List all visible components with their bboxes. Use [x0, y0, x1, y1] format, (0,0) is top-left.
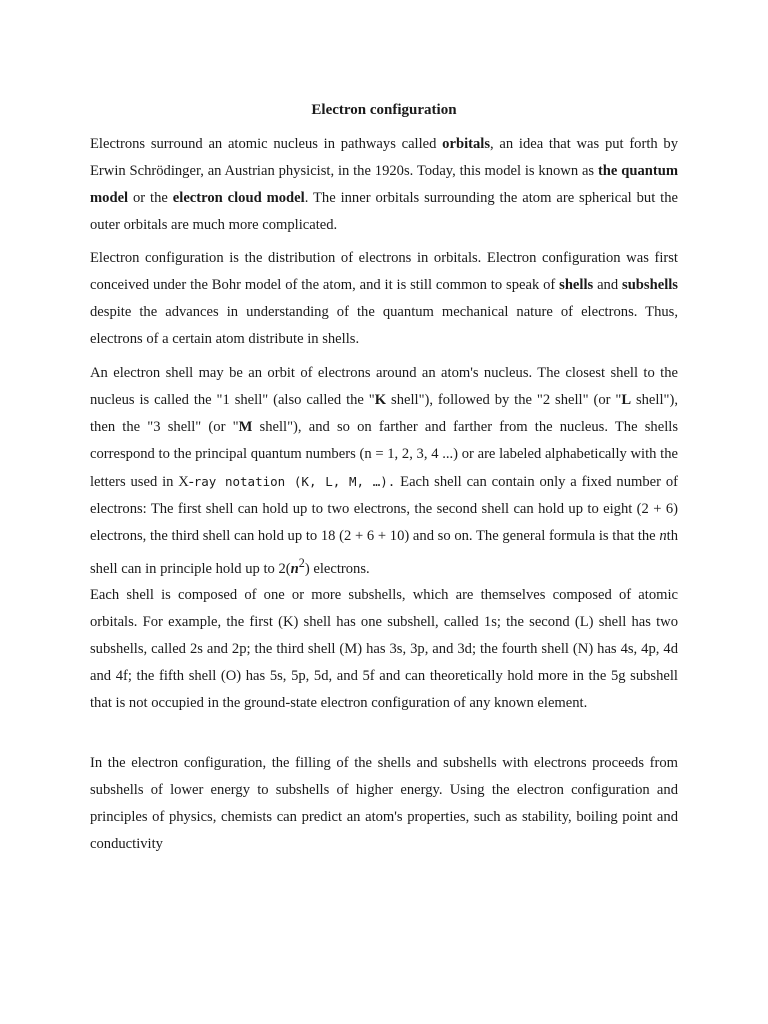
superscript-2: 2: [298, 556, 305, 570]
text-run: . The inner orbitals surrounding the atom are spherical but the outer orbitals are much more complicated.: [90, 190, 679, 233]
bold-term-shells: shells: [559, 277, 594, 293]
text-run: An electron shell may be an orbit of electrons around an atom's nucleus. The closest shell to the nucleus is called the "1 shell" (also called the ": [90, 365, 678, 408]
text-run: In the electron configuration, the filling of the shells and subshells with electrons proceeds from subshells of lower energy to subshells of higher energy. Using the electron configuration and principles of physics, chemists can predict an atom's properties, such as stability, boiling point and conductivity: [90, 755, 678, 852]
paragraph-electron-shell: [90, 360, 678, 583]
text-run: ) electrons.: [304, 560, 370, 577]
text-run: despite the advances in understanding of the quantum mechanical nature of electrons. Thus, electrons of a certain atom distribute in shells.: [90, 304, 678, 347]
italic-n-formula: n: [290, 560, 299, 577]
page-title: Electron configuration: [311, 102, 457, 118]
text-run: . For example, the first (K) shell has one subshell, called 1s; the second (L) shell has two subshells, called 2s and 2p; the third shell (M) has 3s, 3p, and 3d; the fourth shell (N) has 4s, 4p, 4d and 4f; the fifth shell (O) has 5s, 5p, 5d, and 5f and can theoretically hold more in the 5g subshell that is not occupied in the ground-state electron configuration of any known element.: [90, 614, 678, 711]
text-run: th shell can in principle hold up to 2(: [90, 528, 678, 577]
text-run: shell"), and so on farther and farther from the nucleus. The shells correspond to the principal quantum numbers (n = 1, 2, 3, 4 ...) or are labeled alphabetically with the letters used in X-: [90, 419, 678, 490]
xray-notation-text: ray notation (K, L, M, …).: [193, 474, 396, 489]
text-run: Electron configuration is the distribution of electrons in orbitals. Electron configuration was first conceived under the Bohr model of the atom, and it is still common to speak of: [90, 250, 678, 293]
text-run: Each shell can contain only a fixed number of electrons: The first shell can hold up to two electrons, the second shell can hold up to eight (2 + 6) electrons, the third shell can hold up to 18 (2 + 6 + 10) and so on. The general formula is that the: [90, 474, 678, 544]
text-run: shell"), followed by the "2 shell" (or ": [386, 392, 622, 408]
bold-term-quantum-model: the quantum model: [90, 163, 678, 206]
text-run: Electrons surround an atomic nucleus in pathways called: [90, 136, 443, 152]
text-run: Each shell is composed of one or more subshells, which are themselves composed of: [90, 587, 639, 603]
bold-term-electron-cloud-model: electron cloud model: [172, 190, 305, 206]
text-run: , an idea that was put forth by Erwin Schrödinger, an Austrian physicist, in the 1920s. Today, this model is known as: [90, 136, 678, 179]
text-run: shell"), then the "3 shell" (or ": [90, 392, 678, 435]
paragraph-configuration: [90, 245, 678, 353]
text-run: or the: [128, 190, 173, 206]
link-atomic-orbitals[interactable]: atomic orbitals: [90, 587, 678, 630]
bold-term-k: K: [374, 392, 387, 408]
paragraph-orbitals: [90, 131, 678, 239]
bold-term-subshells: subshells: [622, 277, 678, 293]
text-run: and: [593, 277, 623, 293]
bold-term-orbitals: orbitals: [442, 136, 491, 152]
italic-n: n: [659, 528, 667, 544]
paragraph-subshells: [90, 582, 678, 717]
bold-term-l: L: [621, 392, 632, 408]
bold-term-m: M: [238, 419, 253, 435]
paragraph-filling: [90, 750, 678, 858]
